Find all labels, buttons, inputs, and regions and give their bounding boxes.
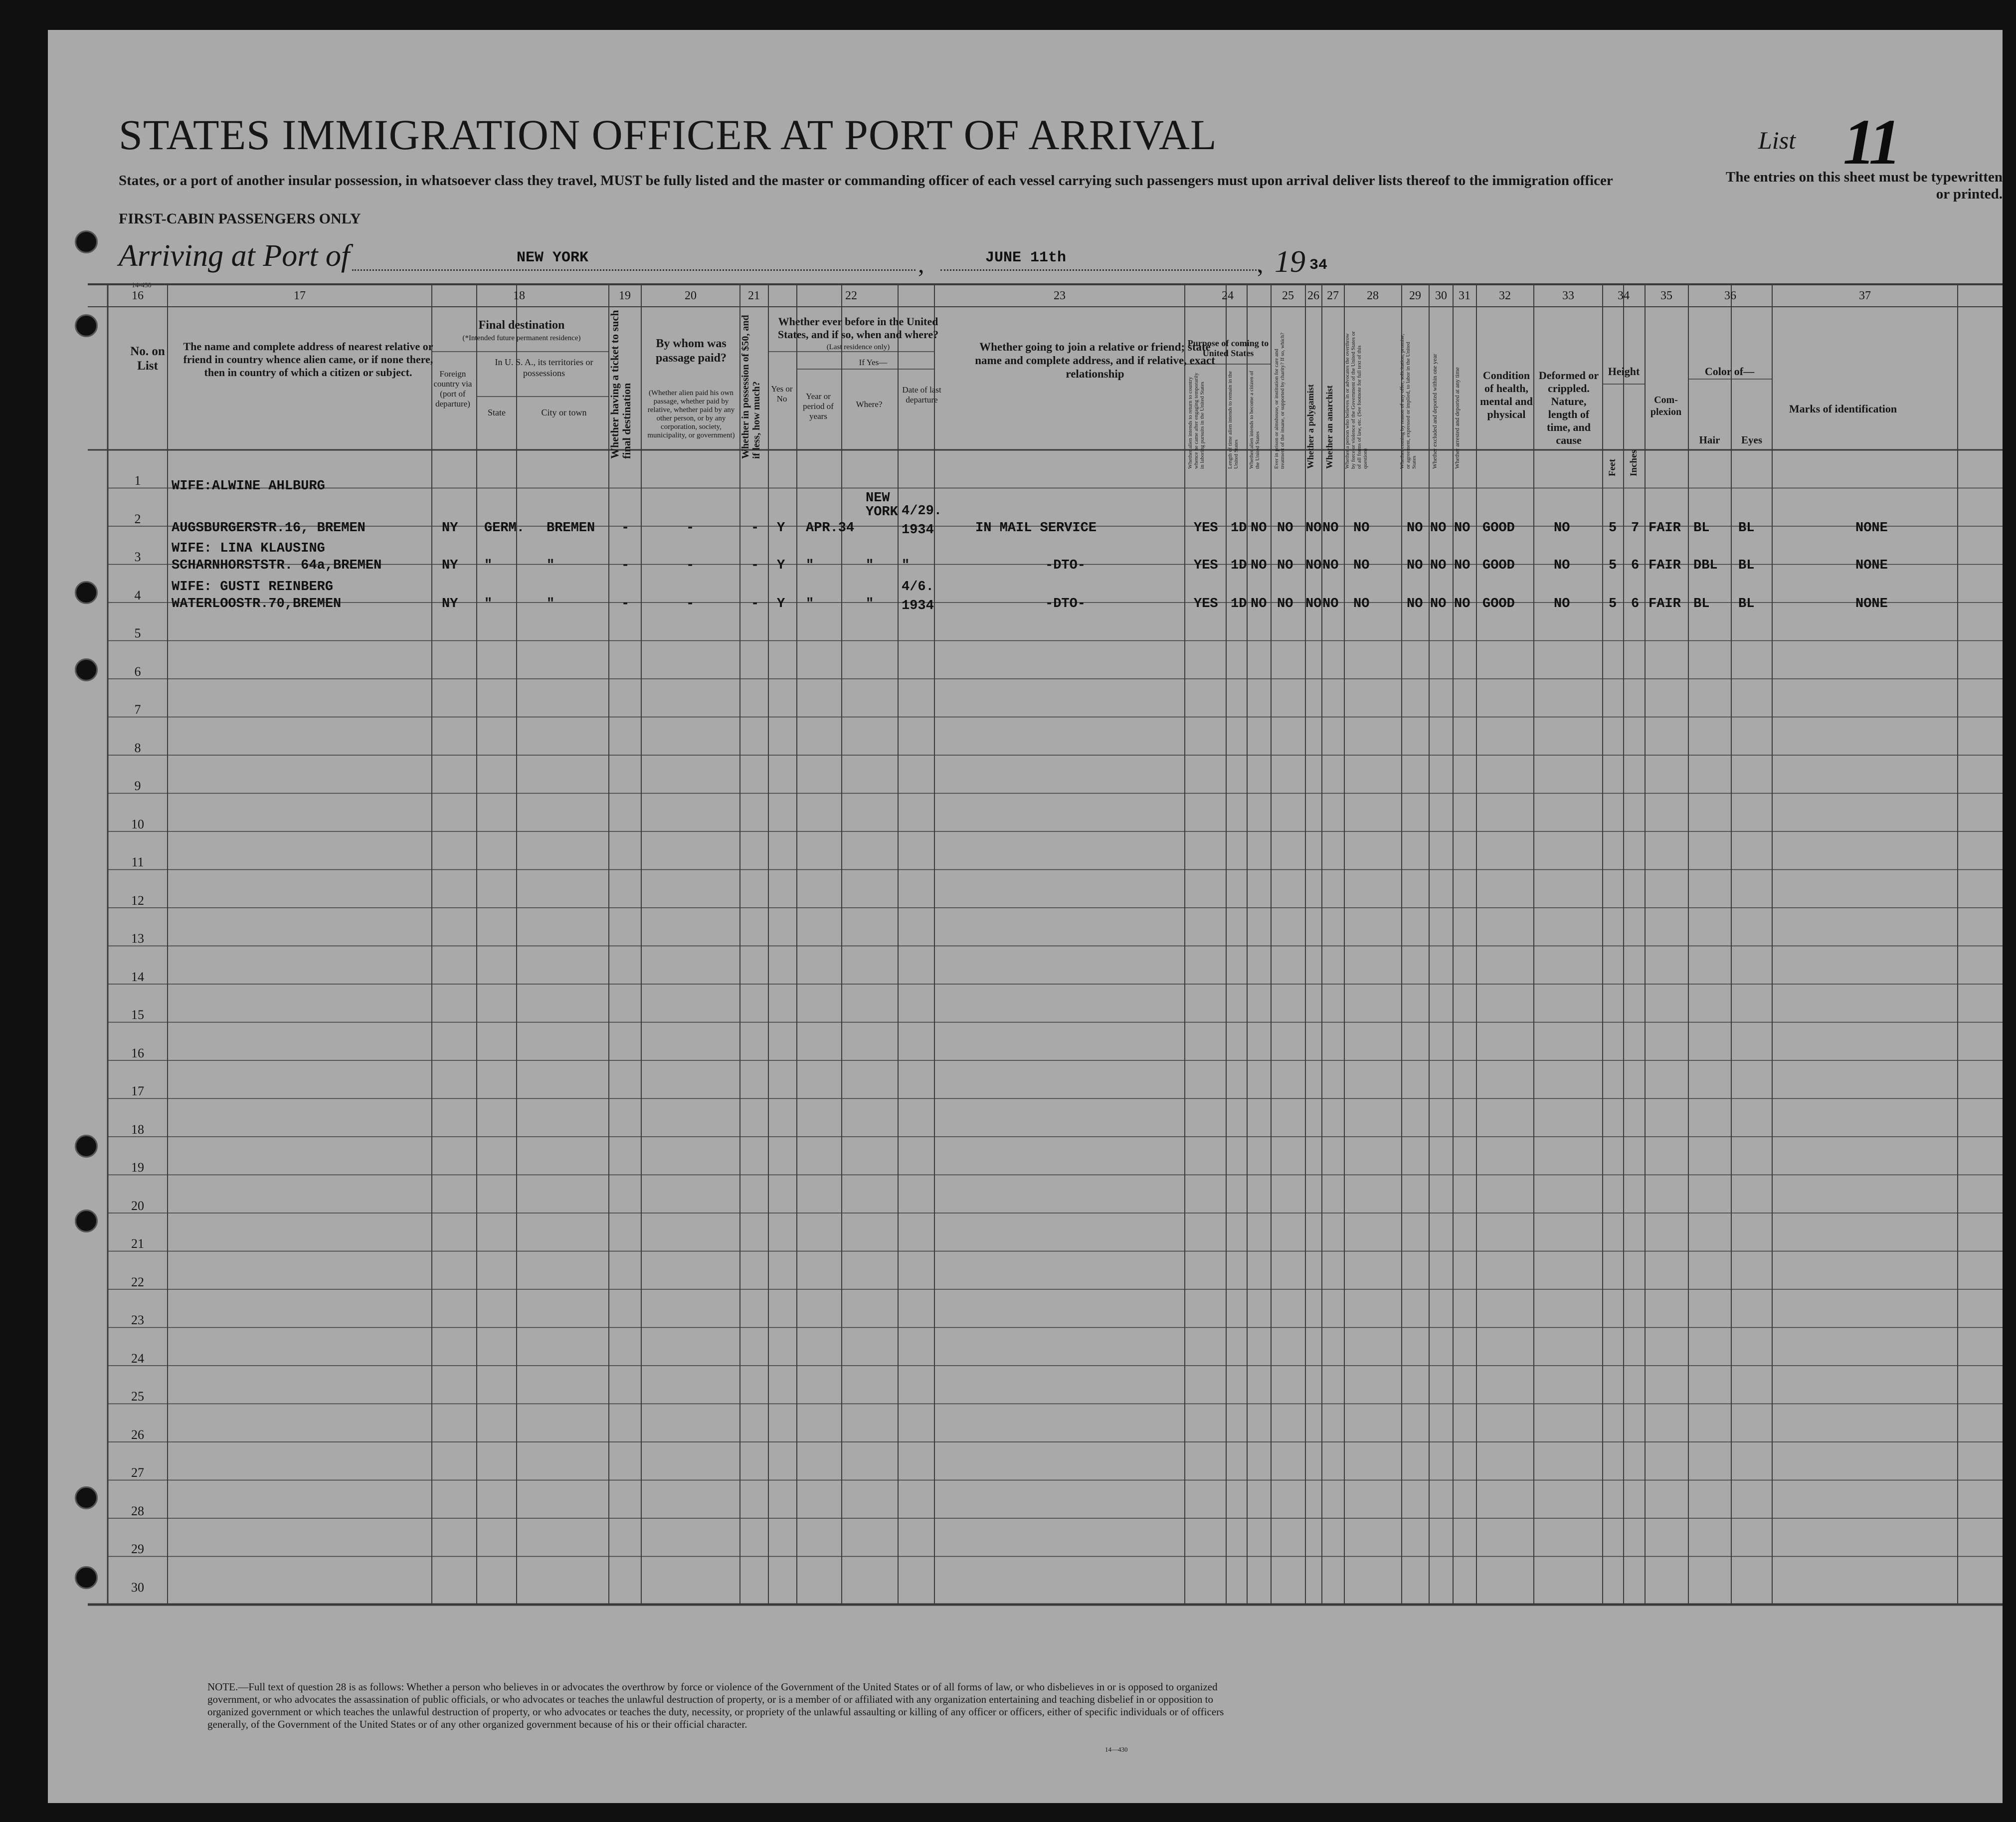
header-if-yes: If Yes— — [859, 358, 888, 367]
row-number: 24 — [131, 1351, 144, 1366]
row-number: 29 — [131, 1542, 144, 1557]
row-number: 21 — [131, 1236, 144, 1251]
header-arrested-deported: Whether arrested and deported at any time — [1454, 367, 1461, 469]
column-number: 23 — [1054, 289, 1066, 302]
header-city: City or town — [541, 407, 587, 417]
purpose-cell: YES — [1194, 521, 1218, 536]
binder-hole — [75, 581, 98, 604]
binder-hole — [75, 1210, 98, 1232]
year-suffix: 34 — [1309, 257, 1328, 274]
yes-no-cell: Y — [777, 558, 785, 573]
column-number: 30 — [1435, 289, 1447, 302]
inches-cell: 6 — [1631, 558, 1640, 573]
header-eyes: Eyes — [1741, 434, 1762, 446]
column-number: 18 — [513, 289, 525, 302]
year-cell: " — [806, 558, 814, 573]
health-cell: GOOD — [1482, 558, 1515, 573]
header-year-period: Year or period of years — [803, 392, 834, 421]
relative-address: SCHARNHORSTSTR. 64a,BREMEN — [172, 558, 382, 573]
feet-cell: 5 — [1609, 521, 1617, 536]
header-inches: Inches — [1629, 450, 1639, 476]
header-passage-paid-note: (Whether alien paid his own passage, whether paid by relative, whether paid by any other person, or by any corporation, society, municipality, or government) — [647, 389, 735, 439]
date-departure-cell-line2: 1934 — [902, 523, 934, 538]
marks-cell: NONE — [1855, 558, 1888, 573]
row-number: 12 — [131, 893, 144, 908]
joining-cell: -DTO- — [1045, 597, 1086, 611]
passage-cell: - — [686, 558, 695, 573]
where-cell: NEW — [866, 491, 890, 506]
column-number: 25 — [1282, 289, 1294, 302]
row-number: 20 — [131, 1198, 144, 1213]
offer-cell: NO — [1407, 521, 1423, 536]
header-yes-or-no: Yes or No — [771, 384, 793, 404]
state-cell: " — [484, 597, 493, 611]
citizen-cell: NO — [1251, 597, 1267, 611]
ticket-cell: - — [621, 558, 630, 573]
marks-cell: NONE — [1855, 597, 1888, 611]
header-feet: Feet — [1607, 459, 1618, 476]
column-number: 19 — [619, 289, 631, 302]
feet-cell: 5 — [1609, 597, 1617, 611]
prison-cell: NO — [1277, 558, 1293, 573]
health-cell: GOOD — [1482, 521, 1515, 536]
row-number: 17 — [131, 1084, 144, 1099]
deformed-cell: NO — [1554, 521, 1570, 536]
column-number: 16 — [132, 289, 144, 302]
form-number: 14-430 — [132, 282, 152, 289]
offer-cell: NO — [1407, 558, 1423, 573]
header-last-residence: (Last residence only) — [826, 343, 890, 351]
header-prison: Ever in prison or almshouse, or institution for care and treatment of the insane, or supported by charity? If so, which? — [1274, 332, 1285, 469]
row-number: 8 — [134, 740, 141, 755]
row-number: 19 — [131, 1160, 144, 1175]
length-cell: 1D — [1231, 597, 1247, 611]
header-foreign-country: Foreign country via (port of departure) — [433, 369, 472, 408]
date-value: JUNE 11th — [985, 249, 1067, 266]
binder-hole — [75, 1566, 98, 1589]
column-number: 33 — [1562, 289, 1574, 302]
row-number: 25 — [131, 1389, 144, 1404]
header-ever-before: Whether ever before in the United States, and if so, when and where? — [777, 315, 939, 341]
anarchist-cell: NO — [1322, 597, 1339, 611]
header-purpose-sub3: Whether alien intends to become a citizen of the United States — [1249, 371, 1261, 469]
city-cell: " — [547, 558, 555, 573]
header-date-last-departure: Date of last departure — [902, 385, 941, 405]
first-cabin-label: FIRST-CABIN PASSENGERS ONLY — [119, 210, 361, 227]
date-departure-cell: 4/6. — [902, 580, 934, 595]
where-cell: " — [866, 597, 874, 611]
row-number: 1 — [134, 473, 141, 488]
row-number: 22 — [131, 1274, 144, 1289]
excluded-cell: NO — [1430, 521, 1447, 536]
binder-hole — [75, 658, 98, 681]
money-cell: - — [751, 558, 759, 573]
row-number: 15 — [131, 1008, 144, 1022]
footer-code: 14—430 — [1105, 1746, 1128, 1753]
eyes-cell: BL — [1738, 597, 1755, 611]
header-overthrow: Whether a person who believes in or advocates the overthrow by force or violence of the Government of the United States or of all forms of law, etc. (See footnote for full text of this question) — [1344, 331, 1368, 469]
relative-address: WATERLOOSTR.70,BREMEN — [172, 597, 342, 611]
header-purpose: Purpose of coming to United States — [1187, 338, 1269, 358]
polygamist-cell: NO — [1305, 558, 1322, 573]
comma-mark-2: , — [1257, 250, 1264, 278]
arrested-cell: NO — [1454, 597, 1470, 611]
polygamist-cell: NO — [1305, 521, 1322, 536]
arrested-cell: NO — [1454, 521, 1470, 536]
row-number: 2 — [134, 511, 141, 526]
manifest-sheet — [48, 30, 2003, 1803]
header-excluded-deported: Whether excluded and deported within one year — [1431, 354, 1438, 469]
excluded-cell: NO — [1430, 597, 1447, 611]
column-number: 35 — [1660, 289, 1672, 302]
column-number: 31 — [1459, 289, 1470, 302]
column-number: 21 — [748, 289, 760, 302]
header-polygamist: Whether a polygamist — [1305, 384, 1315, 469]
binder-hole — [75, 314, 98, 337]
hair-cell: BL — [1693, 521, 1710, 536]
port-value: NEW YORK — [517, 249, 589, 266]
row-number: 28 — [131, 1503, 144, 1518]
header-purpose-sub1: Whether alien intends to return to country whence he came after engaging temporarily in laboring pursuits in the United States — [1187, 373, 1205, 469]
row-number: 9 — [134, 779, 141, 794]
header-in-usa: In U. S. A., its territories or possessions — [495, 357, 593, 378]
column-number: 17 — [294, 289, 306, 302]
excluded-cell: NO — [1430, 558, 1447, 573]
row-number: 14 — [131, 969, 144, 984]
where-cell: " — [866, 558, 874, 573]
city-cell: " — [547, 597, 555, 611]
complexion-cell: FAIR — [1649, 558, 1681, 573]
row-number: 11 — [131, 855, 144, 870]
ticket-cell: - — [621, 521, 630, 536]
foreign-country-cell: NY — [442, 521, 458, 536]
header-state: State — [488, 407, 506, 417]
row-number: 13 — [131, 931, 144, 946]
eyes-cell: BL — [1738, 558, 1755, 573]
column-number: 28 — [1367, 289, 1379, 302]
header-purpose-sub2: Length of time alien intends to remain in the United States — [1227, 371, 1239, 469]
header-nearest-relative: The name and complete address of nearest relative or friend in country whence alien came, or if none there, then in country of which a citizen or subject. — [183, 340, 433, 379]
deformed-cell: NO — [1554, 558, 1570, 573]
row-number: 4 — [134, 588, 141, 603]
header-where: Where? — [856, 400, 883, 409]
column-number: 29 — [1409, 289, 1421, 302]
column-number: 24 — [1222, 289, 1234, 302]
page-title: STATES IMMIGRATION OFFICER AT PORT OF ARRIVAL — [119, 111, 1217, 159]
overthrow-cell: NO — [1353, 521, 1370, 536]
row-number: 30 — [131, 1580, 144, 1595]
passage-cell: - — [686, 521, 695, 536]
table-grid — [48, 30, 2003, 1803]
hair-cell: BL — [1693, 597, 1710, 611]
list-label: List — [1758, 126, 1796, 154]
row-number: 3 — [134, 550, 141, 565]
relative-name: WIFE:ALWINE AHLBURG — [172, 479, 325, 494]
header-passage-paid: By whom was passage paid? — [655, 337, 727, 365]
row-number: 5 — [134, 626, 141, 641]
foreign-country-cell: NY — [442, 558, 458, 573]
row-number: 18 — [131, 1122, 144, 1137]
prison-cell: NO — [1277, 597, 1293, 611]
money-cell: - — [751, 597, 759, 611]
list-number: 11 — [1843, 106, 1898, 178]
header-final-destination-note: (*Intended future permanent residence) — [462, 334, 581, 342]
comma-mark: , — [918, 250, 924, 278]
arriving-label: Arriving at Port of — [119, 239, 350, 273]
prison-cell: NO — [1277, 521, 1293, 536]
relative-name: WIFE: GUSTI REINBERG — [172, 580, 334, 595]
row-number: 7 — [134, 702, 141, 717]
header-deformed: Deformed or crippled. Nature, length of time, and cause — [1538, 369, 1599, 446]
header-condition-health: Condition of health, mental and physical — [1480, 369, 1533, 420]
binder-hole — [75, 1135, 98, 1158]
hair-cell: DBL — [1693, 558, 1718, 573]
state-cell: GERM. — [484, 521, 525, 536]
header-height: Height — [1608, 365, 1640, 378]
row-number: 23 — [131, 1313, 144, 1328]
header-joining: Whether going to join a relative or friend; state name and complete address, and if relative, exact relationship — [975, 341, 1215, 380]
polygamist-cell: NO — [1305, 597, 1322, 611]
header-color-of: Color of— — [1704, 365, 1755, 378]
row-number: 6 — [134, 664, 141, 679]
row-number: 16 — [131, 1045, 144, 1060]
row-number: 27 — [131, 1465, 144, 1480]
complexion-cell: FAIR — [1649, 521, 1681, 536]
offer-cell: NO — [1407, 597, 1423, 611]
binder-hole — [75, 230, 98, 253]
inches-cell: 6 — [1631, 597, 1640, 611]
header-possession-50: Whether in possession of $50, and if less, how much? — [740, 315, 762, 459]
money-cell: - — [751, 521, 759, 536]
yes-no-cell: Y — [777, 597, 785, 611]
passage-cell: - — [686, 597, 695, 611]
relative-address: AUGSBURGERSTR.16, BREMEN — [172, 521, 366, 536]
length-cell: 1D — [1231, 521, 1247, 536]
feet-cell: 5 — [1609, 558, 1617, 573]
column-number: 34 — [1618, 289, 1630, 302]
year-prefix: 19 — [1275, 245, 1305, 279]
anarchist-cell: NO — [1322, 521, 1339, 536]
eyes-cell: BL — [1738, 521, 1755, 536]
column-number: 20 — [685, 289, 697, 302]
column-number: 32 — [1499, 289, 1511, 302]
date-departure-cell: 4/29. — [902, 504, 942, 519]
column-number: 36 — [1724, 289, 1736, 302]
year-cell: " — [806, 597, 814, 611]
entries-note: The entries on this sheet must be typewritten or printed. — [1726, 169, 2003, 202]
purpose-cell: YES — [1194, 597, 1218, 611]
header-anarchist: Whether an anarchist — [1324, 385, 1334, 469]
health-cell: GOOD — [1482, 597, 1515, 611]
arrested-cell: NO — [1454, 558, 1470, 573]
header-marks: Marks of identification — [1789, 403, 1897, 415]
footnote: NOTE.—Full text of question 28 is as follows: Whether a person who believes in or advocates the overthrow by force or violence of the Government of the United States or of all forms of law, or who disbelieves in or is opposed to organized government, or who advocates the assassination of public officials, or who advocates or teaches the unlawful destruction of property, or is a member of or affiliated with any organization entertaining and teaching disbelief in or opposition to organized government or which teaches the unlawful destruction of property, or who advocates or teaches the duty, necessity, or propriety of the unlawful assaulting or killing of any officer or officers, either of specific individuals or of officers generally, of the Government of the United States or of any other organized government because of his or their official character. — [207, 1681, 1224, 1730]
marks-cell: NONE — [1855, 521, 1888, 536]
column-number: 26 — [1307, 289, 1319, 302]
header-final-destination: Final destination — [478, 319, 565, 332]
yes-no-cell: Y — [777, 521, 785, 536]
date-departure-cell-line2: 1934 — [902, 599, 934, 613]
joining-cell: -DTO- — [1045, 558, 1086, 573]
relative-name: WIFE: LINA KLAUSING — [172, 541, 325, 556]
foreign-country-cell: NY — [442, 597, 458, 611]
header-complexion: Com- plexion — [1650, 395, 1682, 417]
overthrow-cell: NO — [1353, 558, 1370, 573]
citizen-cell: NO — [1251, 521, 1267, 536]
header-ticket: Whether having a ticket to such final destination — [608, 310, 633, 459]
ticket-cell: - — [621, 597, 630, 611]
city-cell: BREMEN — [547, 521, 595, 536]
state-cell: " — [484, 558, 493, 573]
purpose-cell: YES — [1194, 558, 1218, 573]
column-number: 22 — [845, 289, 857, 302]
year-cell: APR.34 — [806, 521, 855, 536]
inches-cell: 7 — [1631, 521, 1640, 536]
date-departure-cell: " — [902, 558, 910, 573]
overthrow-cell: NO — [1353, 597, 1370, 611]
anarchist-cell: NO — [1322, 558, 1339, 573]
joining-cell: IN MAIL SERVICE — [975, 521, 1097, 536]
column-number: 37 — [1859, 289, 1871, 302]
complexion-cell: FAIR — [1649, 597, 1681, 611]
deformed-cell: NO — [1554, 597, 1570, 611]
header-coming-by-offer: Whether coming by reason of any offer, solicitation, promise, or agreement, expressed or implied, to labor in the United States — [1399, 334, 1417, 469]
row-number: 26 — [131, 1427, 144, 1442]
header-no-on-list: No. on List — [130, 345, 165, 373]
row-number: 10 — [131, 816, 144, 831]
intro-text: States, or a port of another insular possession, in whatsoever class they travel, MUST be fully listed and the master or commanding officer of each vessel carrying such passengers must upon arrival deliver lists thereof to the immigration officer — [119, 173, 1613, 189]
length-cell: 1D — [1231, 558, 1247, 573]
header-hair: Hair — [1699, 434, 1720, 446]
where-cell-line2: YORK — [866, 505, 898, 520]
binder-hole — [75, 1486, 98, 1509]
column-number: 27 — [1327, 289, 1339, 302]
citizen-cell: NO — [1251, 558, 1267, 573]
